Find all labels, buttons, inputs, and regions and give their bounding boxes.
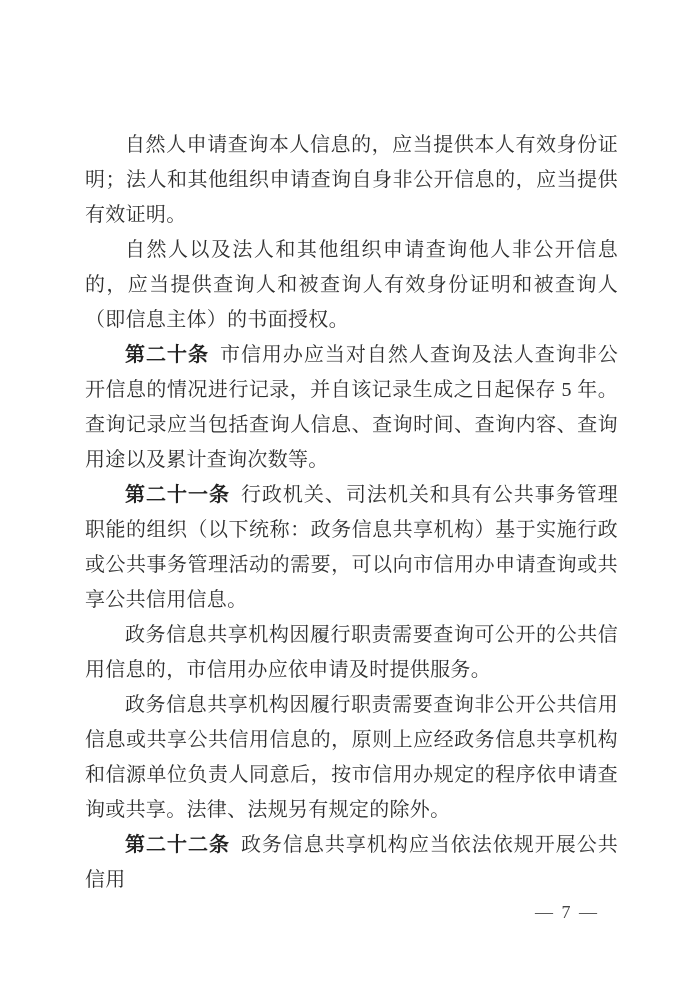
paragraph-text: 政务信息共享机构应当依法依规开展公共信用 — [85, 834, 619, 891]
article-number: 第二十一条 — [125, 484, 230, 506]
paragraph-query-others-info — [85, 233, 618, 338]
paragraph-text: 自然人以及法人和其他组织申请查询他人非公开信息的，应当提供查询人和被查询人有效身份证明和被查询人（即信息主体）的书面授权。 — [85, 239, 618, 331]
paragraph-text: 政务信息共享机构因履行职责需要查询可公开的公共信用信息的，市信用办应依申请及时提供服务。 — [85, 624, 618, 681]
paragraph-text: 市信用办应当对自然人查询及法人查询非公开信息的情况进行记录，并自该记录生成之日起保存 5 年。查询记录应当包括查询人信息、查询时间、查询内容、查询用途以及累计查询次数等。 — [85, 344, 619, 471]
paragraph-public-info-service — [85, 618, 618, 688]
paragraph-nonpublic-info-sharing — [85, 688, 618, 828]
page-number: — 7 — — [535, 902, 599, 922]
article-number: 第二十二条 — [125, 834, 230, 856]
paragraph-article-22 — [85, 828, 618, 898]
paragraph-text: 政务信息共享机构因履行职责需要查询非公开公共信用信息或共享公共信用信息的，原则上应经政务信息共享机构和信源单位负责人同意后，按市信用办规定的程序依申请查询或共享。法律、法规另有规定的除外。 — [85, 694, 618, 821]
article-number: 第二十条 — [125, 344, 209, 366]
paragraph-text: 自然人申请查询本人信息的，应当提供本人有效身份证明；法人和其他组织申请查询自身非公开信息的，应当提供有效证明。 — [85, 134, 618, 226]
paragraph-text: 行政机关、司法机关和具有公共事务管理职能的组织（以下统称：政务信息共享机构）基于实施行政或公共事务管理活动的需要，可以向市信用办申请查询或共享公共信用信息。 — [85, 484, 619, 611]
paragraph-article-21 — [85, 478, 618, 618]
paragraph-article-20 — [85, 338, 618, 478]
paragraph-query-self-info — [85, 128, 618, 233]
document-body — [85, 128, 618, 898]
